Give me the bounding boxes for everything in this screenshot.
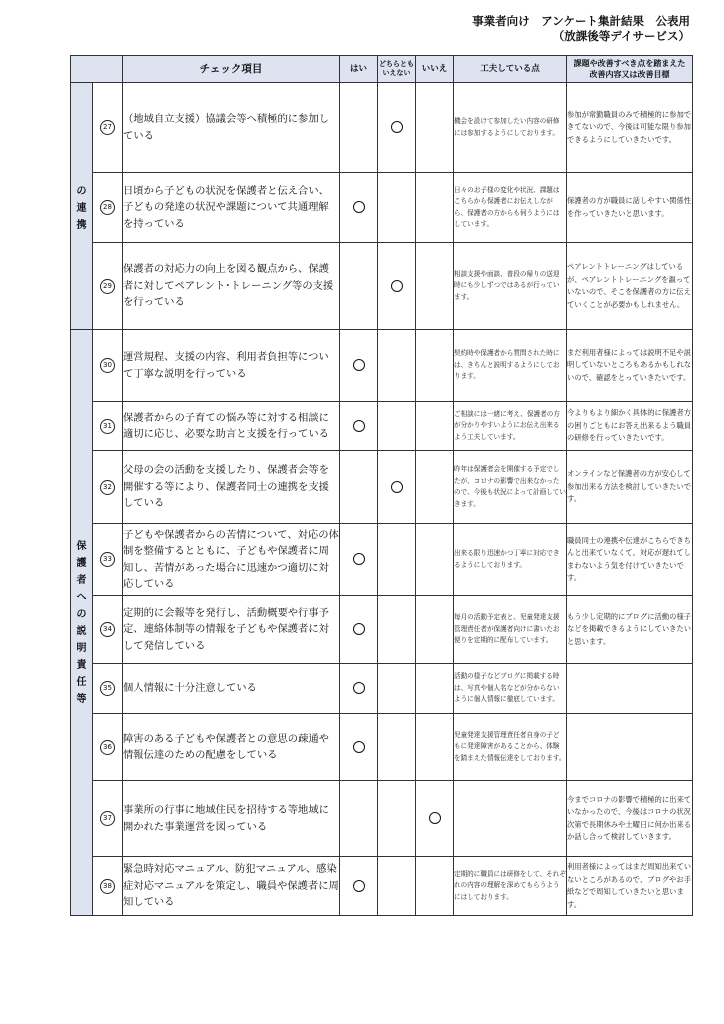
- improvement-cell: まだ利用者様によっては説明不足や説明していないところもあるかもしれないので、確認をとっていきたいです。: [567, 330, 693, 402]
- answer-either-cell: [378, 173, 416, 243]
- answer-no-cell: [416, 524, 454, 596]
- improvement-cell: 参加が常勤職員のみで積極的に参加できてないので、今後は可能な限り参加できるようにしていきたいです。: [567, 83, 693, 173]
- answer-no-cell: [416, 330, 454, 402]
- answer-either-cell: [378, 714, 416, 781]
- check-item: 保護者の対応力の向上を図る観点から、保護者に対してペアレント･トレーニング等の支援を行っている: [123, 243, 340, 330]
- answer-mark-icon: [353, 682, 365, 694]
- check-item: 障害のある子どもや保護者との意思の疎通や情報伝達のための配慮をしている: [123, 714, 340, 781]
- answer-either-cell: [378, 781, 416, 857]
- answer-yes-cell: [340, 330, 378, 402]
- check-item: 事業所の行事に地域住民を招待する等地域に開かれた事業運営を図っている: [123, 781, 340, 857]
- table-row: [71, 596, 693, 664]
- item-number: 30: [93, 330, 123, 402]
- table-row: [71, 664, 693, 714]
- item-number: 37: [93, 781, 123, 857]
- improvement-cell: 今よりもより細かく具体的に保護者方の困りごともにお答え出来るよう職員の研修を行っていきたいです。: [567, 402, 693, 451]
- answer-no-cell: [416, 714, 454, 781]
- item-number: 27: [93, 83, 123, 173]
- answer-no-cell: [416, 402, 454, 451]
- improvement-cell: もう少し定期的にブログに活動の様子などを掲載できるようにしていきたいと思います。: [567, 596, 693, 664]
- improvement-cell: 今までコロナの影響で積極的に出来ていなかったので、今後はコロナの状況次第で長期休みや土曜日に何か出来るか話し合って検討していきます。: [567, 781, 693, 857]
- answer-yes-cell: [340, 714, 378, 781]
- answer-yes-cell: [340, 596, 378, 664]
- table-row: [71, 83, 693, 173]
- improvement-cell: オンラインなど保護者の方が安心して参加出来る方法を検討していきたいです。: [567, 451, 693, 524]
- answer-mark-icon: [353, 623, 365, 635]
- improvement-cell: 職員同士の連携や伝達がこちらできちんと出来ていなくて、対応が遅れてしまわないよう気を付けていきたいです。: [567, 524, 693, 596]
- answer-either-cell: [378, 451, 416, 524]
- improvement-cell: [567, 714, 693, 781]
- page-subtitle: （放課後等デイサービス）: [552, 29, 690, 43]
- effort-cell: 相談支援や面談、普段の帰りの送迎時にも少しずつではあるが行っています。: [454, 243, 567, 330]
- answer-no-cell: [416, 664, 454, 714]
- check-item: 定期的に会報等を発行し、活動概要や行事予定、連絡体制等の情報を子どもや保護者に対して発信している: [123, 596, 340, 664]
- table-row: [71, 857, 693, 916]
- answer-yes-cell: [340, 451, 378, 524]
- item-number: 38: [93, 857, 123, 916]
- answer-no-cell: [416, 857, 454, 916]
- survey-table: [70, 55, 693, 916]
- table-body: [71, 83, 693, 916]
- effort-cell: 出来る限り迅速かつ丁寧に対応できるようにしております。: [454, 524, 567, 596]
- effort-cell: 児童発達支援管理責任者自身の子どもに発達障害があることから、体験を踏まえた情報伝達をしております。: [454, 714, 567, 781]
- answer-yes-cell: [340, 402, 378, 451]
- effort-cell: 契約時や保護者から質問された時には、きちんと説明するようにしております。: [454, 330, 567, 402]
- answer-yes-cell: [340, 524, 378, 596]
- answer-mark-icon: [391, 280, 403, 292]
- check-item: 子どもや保護者からの苦情について、対応の体制を整備するとともに、子どもや保護者に周知し、苦情があった場合に迅速かつ適切に対応している: [123, 524, 340, 596]
- answer-either-cell: [378, 664, 416, 714]
- answer-no-cell: [416, 83, 454, 173]
- table-row: [71, 402, 693, 451]
- item-number: 36: [93, 714, 123, 781]
- section-accountability: 保 護 者 へ の 説 明 責 任 等: [71, 330, 93, 916]
- answer-mark-icon: [353, 420, 365, 432]
- check-item: 保護者からの子育ての悩み等に対する相談に適切に応じ、必要な助言と支援を行っている: [123, 402, 340, 451]
- item-number: 31: [93, 402, 123, 451]
- answer-no-cell: [416, 596, 454, 664]
- item-number: 34: [93, 596, 123, 664]
- answer-yes-cell: [340, 173, 378, 243]
- answer-either-cell: [378, 243, 416, 330]
- check-item: 日頃から子どもの状況を保護者と伝え合い、子どもの発達の状況や課題について共通理解を持っている: [123, 173, 340, 243]
- answer-mark-icon: [353, 880, 365, 892]
- answer-mark-icon: [391, 121, 403, 133]
- section-partnership: の 連 携: [71, 83, 93, 330]
- effort-cell: 毎月の活動予定表と、児童発達支援管理責任者が保護者向けに書いたお便りを定期的に配布しています。: [454, 596, 567, 664]
- effort-cell: 活動の様子などブログに掲載する時は、写真や個人名などが分からないように個人情報に徹底しています。: [454, 664, 567, 714]
- answer-no-cell: [416, 173, 454, 243]
- item-number: 28: [93, 173, 123, 243]
- check-item: 運営規程、支援の内容、利用者負担等について丁寧な説明を行っている: [123, 330, 340, 402]
- effort-cell: 昨年は保護者会を開催する予定でしたが、コロナの影響で出来なかったので、今後も状況によって計画していきます。: [454, 451, 567, 524]
- effort-cell: 機会を設けて参加したい内容の研修には参加するようにしております。: [454, 83, 567, 173]
- page-title: 事業者向け アンケート集計結果 公表用: [472, 14, 690, 28]
- item-number: 32: [93, 451, 123, 524]
- header-either: どちらとも いえない: [378, 56, 416, 83]
- improvement-cell: 保護者の方が職員に話しやすい関係性を作っていきたいと思います。: [567, 173, 693, 243]
- header-improve: 課題や改善すべき点を踏まえた 改善内容又は改善目標: [567, 56, 693, 83]
- answer-no-cell: [416, 243, 454, 330]
- answer-no-cell: [416, 451, 454, 524]
- header-yes: はい: [340, 56, 378, 83]
- answer-either-cell: [378, 857, 416, 916]
- answer-yes-cell: [340, 857, 378, 916]
- answer-mark-icon: [353, 201, 365, 213]
- answer-either-cell: [378, 524, 416, 596]
- header-no: いいえ: [416, 56, 454, 83]
- header-check-item: チェック項目: [123, 56, 340, 83]
- answer-yes-cell: [340, 83, 378, 173]
- header-effort: 工夫している点: [454, 56, 567, 83]
- table-row: [71, 781, 693, 857]
- answer-mark-icon: [391, 481, 403, 493]
- answer-yes-cell: [340, 243, 378, 330]
- table-row: [71, 173, 693, 243]
- item-number: 33: [93, 524, 123, 596]
- answer-mark-icon: [429, 812, 441, 824]
- answer-no-cell: [416, 781, 454, 857]
- improvement-cell: ペアレントトレーニングはしているが、ペアレントトレーニングを謳っていないので、そこを保護者の方に伝えていくことが必要かもしれません。: [567, 243, 693, 330]
- effort-cell: [454, 781, 567, 857]
- effort-cell: 日々のお子様の変化や状況、課題はこちらから保護者にお伝えしながら、保護者の方からも伺うようにはしています。: [454, 173, 567, 243]
- improvement-cell: [567, 664, 693, 714]
- table-row: [71, 714, 693, 781]
- item-number: 35: [93, 664, 123, 714]
- answer-mark-icon: [353, 553, 365, 565]
- effort-cell: 定期的に職員には研修をして、それぞれの内容の理解を深めてもらうようにはしております。: [454, 857, 567, 916]
- item-number: 29: [93, 243, 123, 330]
- answer-either-cell: [378, 402, 416, 451]
- check-item: 緊急時対応マニュアル、防犯マニュアル、感染症対応マニュアルを策定し、職員や保護者に周知している: [123, 857, 340, 916]
- improvement-cell: 利用者様によってはまだ周知出来ていないところがあるので、ブログやお手紙などで周知していきたいと思います。: [567, 857, 693, 916]
- answer-yes-cell: [340, 664, 378, 714]
- answer-either-cell: [378, 596, 416, 664]
- table-header-row: [71, 56, 693, 83]
- effort-cell: ご相談には一緒に考え、保護者の方が分かりやすいようにお伝え出来るよう工夫しています。: [454, 402, 567, 451]
- table-row: [71, 524, 693, 596]
- header-blank: [71, 56, 123, 83]
- check-item: 父母の会の活動を支援したり、保護者会等を開催する等により、保護者同士の連携を支援している: [123, 451, 340, 524]
- answer-mark-icon: [353, 741, 365, 753]
- answer-yes-cell: [340, 781, 378, 857]
- table-row: [71, 243, 693, 330]
- answer-either-cell: [378, 83, 416, 173]
- check-item: （地域自立支援）協議会等へ積極的に参加している: [123, 83, 340, 173]
- table-row: [71, 451, 693, 524]
- table-row: [71, 330, 693, 402]
- answer-mark-icon: [353, 359, 365, 371]
- page-header: [472, 14, 690, 44]
- answer-either-cell: [378, 330, 416, 402]
- check-item: 個人情報に十分注意している: [123, 664, 340, 714]
